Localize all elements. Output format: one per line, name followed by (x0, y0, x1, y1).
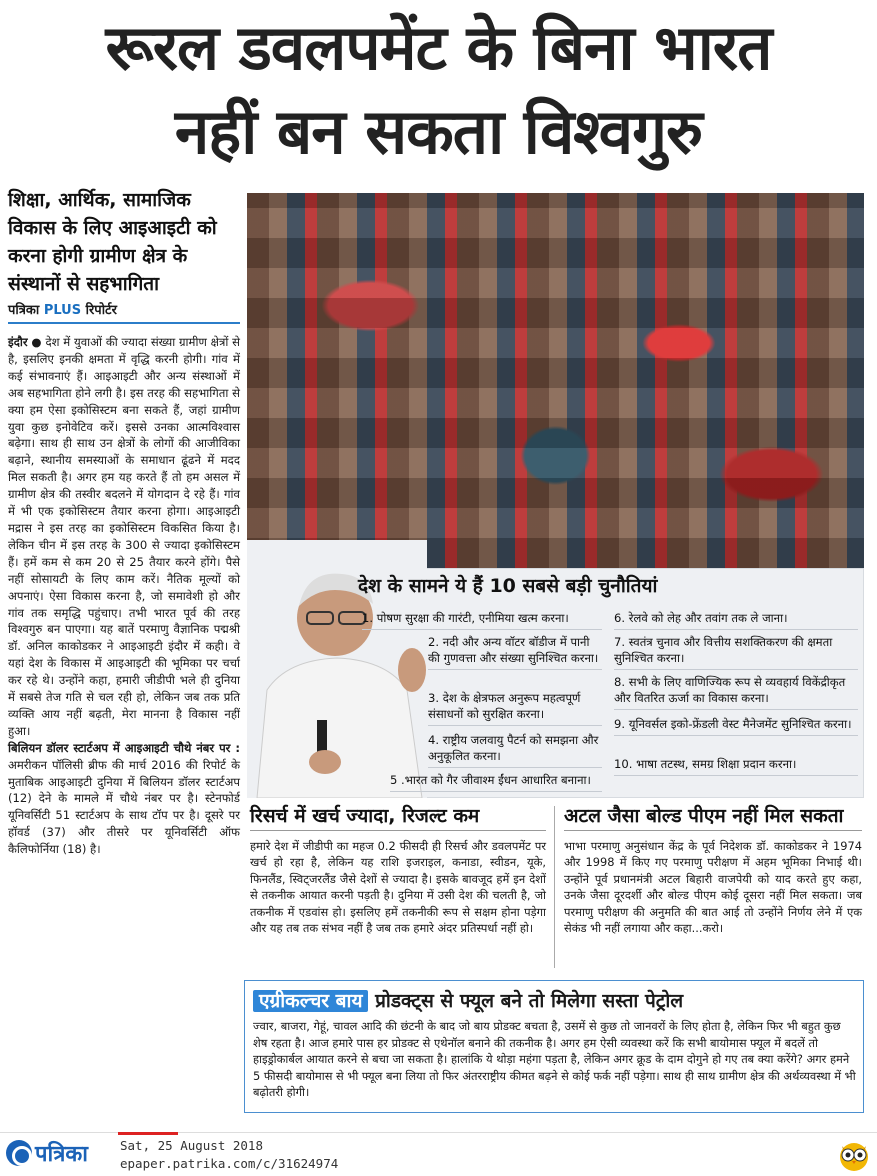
headline-line-2: नहीं बन सकता विश्वगुरु (174, 95, 703, 168)
dateline: इंदौर (8, 335, 28, 349)
agri-title-text: प्रोडक्ट्स से फ्यूल बने तो मिलेगा सस्ता पेट्रोल (375, 990, 684, 1012)
challenge-item: 1. पोषण सुरक्षा की गारंटी, एनीमिया खत्म करना। (362, 610, 602, 630)
challenge-item: 4. राष्ट्रीय जलवायु पैटर्न को समझना और अनुकूलित करना। (428, 732, 602, 768)
atal-rule (564, 830, 862, 831)
column-divider (554, 806, 555, 968)
byline (8, 300, 240, 318)
atal-title: अटल जैसा बोल्ड पीएम नहीं मिल सकता (564, 805, 844, 827)
research-title: रिसर्च में खर्च ज्यादा, रिजल्ट कम (250, 805, 480, 827)
atal-text: भाभा परमाणु अनुसंधान केंद्र के पूर्व निदेशक डॉ. काकोडकर ने 1974 और 1998 में किए गए परमाणु परीक्षण में अहम भूमिका निभाई थी। उन्होंने पूर्व प्रधानमंत्री अटल बिहारी वाजपेयी को याद करते हुए कहा, उनके जैसा दूरदर्शी और बोल्ड पीएम कोई दूसरा नहीं मिल सकता। जब परमाणु परीक्षण की अनुमति की बात आई तो उन्होंने निर्णय लेने में एक सेकंड भी नहीं लगाया और कहा...करो। (564, 839, 862, 936)
challenge-item: 2. नदी और अन्य वॉटर बॉडीज में पानी की गुणवत्ता और संख्या सुनिश्चित करना। (428, 634, 602, 670)
challenge-item: 8. सभी के लिए वाणिज्यिक रूप से व्यवहार्य विकेंद्रीकृत और वितरित ऊर्जा का विकास करना। (614, 674, 858, 710)
article-text-1: देश में युवाओं की ज्यादा संख्या ग्रामीण क्षेत्रों से है, इसलिए इनकी क्षमता में वृद्धि करनी होगी। गांव में कई संभावनाएं हैं। आइआइटी और अन्य संस्थाओं में अब सहभागिता होने लगी है। इस तरह की सहभागिता से क्या हम ऐसा इकोसिस्टम बना सकते हैं, जहां ग्रामीण युवा कुछ इनोवेटिव करें। इससे उनका आत्मविश्वास बढ़ेगा। साथ ही साथ उन क्षेत्रों के लोगों की आजीविका बढ़ाने, स्थानीय समस्याओं के समाधान ढूंढने में मदद मिल सकती है। अगर हम यह करते हैं तो हम असल में ग्रामीण क्षेत्र की तस्वीर बदलने में योगदान दे रहे हैं। गांव में भी एक इकोसिस्टम तैयार करना होगा। आइआइटी मद्रास ने इस तरह का इकोसिस्टम विकसित किया है। लेकिन चीन में इस तरह के 300 से ज्यादा इकोसिस्टम हैं। हमें कम से कम 20 से 25 तैयार करने होंगे। पैसे नहीं सोसायटी के लिए काम करें। नैतिक मूल्यों को अपनाएं। ऐसा विकास करना है, जो समावेशी हो और गांव तक समृद्धि पहुंचाए। तभी भारत पूर्व की तरह विश्वगुरु बन पाएगा। यह बातें परमाणु वैज्ञानिक पद्मश्री डॉ. अनिल काकोडकर ने आइआइटी इंदौर में कही। वे यहां देश के विकास में आइआइटी की भूमिका पर चर्चा कर रहे थे। उन्होंने कहा, हमारी जीडीपी भले ही दुनिया में सबसे तेज गति से चल रही हो, लेकिन जब तक प्रति व्यक्ति आय नहीं बढ़ती, मेरा मानना है विकास नहीं हुआ। (8, 335, 240, 738)
agri-tag: एग्रीकल्चर बाय (253, 990, 368, 1012)
dateline-bullet: ● (31, 335, 46, 349)
research-rule (250, 830, 546, 831)
article-body (8, 334, 240, 858)
challenge-item: 5 .भारत को गैर जीवाश्म ईंधन आधारित बनाना। (390, 772, 602, 792)
byline-role: रिपोर्टर (85, 303, 117, 318)
byline-rule (8, 322, 240, 324)
headline (0, 6, 877, 174)
byline-brand: पत्रिका (8, 303, 40, 318)
footer-date: Sat, 25 August 2018 (120, 1138, 263, 1153)
subheadline: शिक्षा, आर्थिक, सामाजिक विकास के लिए आइआइटी को करना होगी ग्रामीण क्षेत्र के संस्थानों से सहभागिता (8, 189, 217, 295)
logo-text: पत्रिका (35, 1142, 88, 1167)
agri-title (253, 987, 683, 1013)
challenge-item: 10. भाषा तटस्थ, समग्र शिक्षा प्रदान करना। (614, 756, 858, 776)
article-paragraph-1 (8, 334, 240, 740)
owl-mascot-icon (836, 1136, 872, 1172)
challenge-item: 3. देश के क्षेत्रफल अनुरूप महत्वपूर्ण संसाधनों को सुरक्षित करना। (428, 690, 602, 726)
patrika-logo[interactable] (6, 1138, 88, 1168)
patrika-logo-icon (6, 1140, 32, 1166)
challenge-item: 9. यूनिवर्सल इको-फ्रेंडली वेस्ट मैनेजमेंट सुनिश्चित करना। (614, 716, 858, 736)
research-text: हमारे देश में जीडीपी का महज 0.2 फीसदी ही रिसर्च और डवलपमेंट पर खर्च हो रहा है, लेकिन यह राशि इजराइल, कनाडा, स्वीडन, यूके, फिनलैंड, स्विट्जरलैंड जैसे देशों से ज्यादा है। इसके बावजूद हमें इन देशों से तकनीक आयात करनी पड़ती है। दुनिया में उसी देश की चलती है, जो तकनीक में एडवांस हो। इसलिए हमें तकनीकी रूप से सक्षम होना पड़ेगा और यह तब तक संभव नहीं है जब तक हमारे अंदर प्रतिस्पर्धा नहीं हो। (250, 839, 546, 936)
headline-line-1: रूरल डवलपमेंट के बिना भारत (105, 11, 772, 84)
footer-url[interactable]: epaper.patrika.com/c/31624974 (120, 1156, 339, 1171)
article-text-2: अमरीकन पॉलिसी ब्रीफ की मार्च 2016 की रिपोर्ट के मुताबिक आइआइटी दुनिया में बिलियन डॉलर स्टार्टअप (12) देने के मामले में चौथे नंबर पर है। स्टेनफोर्ड यूनिवर्सिटी 51 स्टार्टअप के साथ टॉप पर है। दूसरे पर हॉवर्ड (37) और तीसरे पर यूनिवर्सिटी ऑफ कैलिफोर्निया (18) है। (8, 757, 240, 857)
byline-plus: PLUS (43, 303, 82, 318)
challenge-item: 7. स्वतंत्र चुनाव और वित्तीय सशक्तिकरण की क्षमता सुनिश्चित करना। (614, 634, 858, 670)
article-paragraph-2 (8, 740, 240, 858)
challenges-title: देश के सामने ये हैं 10 सबसे बड़ी चुनौतियां (358, 575, 658, 597)
audience-photo (247, 193, 864, 568)
challenge-item: 6. रेलवे को लेह और तवांग तक ले जाना। (614, 610, 858, 630)
agri-text: ज्वार, बाजरा, गेहूं, चावल आदि की छंटनी के बाद जो बाय प्रोडक्ट बचता है, उसमें से कुछ तो जानवरों के लिए होता है, लेकिन फिर भी बहुत कुछ शेष रहता है। आज हमारे पास हर प्रोडक्ट से एथेनॉल बनाने की तकनीक है। अगर हम ऐसी व्यवस्था करें कि सभी बायोमास फ्यूल में बदलें तो हाइड्रोकार्बल आयात करने से बचा जा सकता है। हालांकि ये थोड़ा महंगा पड़ता है, लेकिन अगर क्रूड के दाम दोगुने हो गए तब क्या करेंगे? अगर हमने 5 फीसदी बायोमास से भी फ्यूल बना लिया तो फिर अंतरराष्ट्रीय कीमत बढ़ने से कोई फर्क नहीं पड़ेगा। साथ ही साथ ग्रामीण क्षेत्र की अर्थव्यवस्था में भी बढ़ोतरी होगी। (253, 1019, 856, 1100)
footer-accent (118, 1132, 178, 1135)
article-subhead: बिलियन डॉलर स्टार्टअप में आइआइटी चौथे नंबर पर : (8, 740, 240, 755)
